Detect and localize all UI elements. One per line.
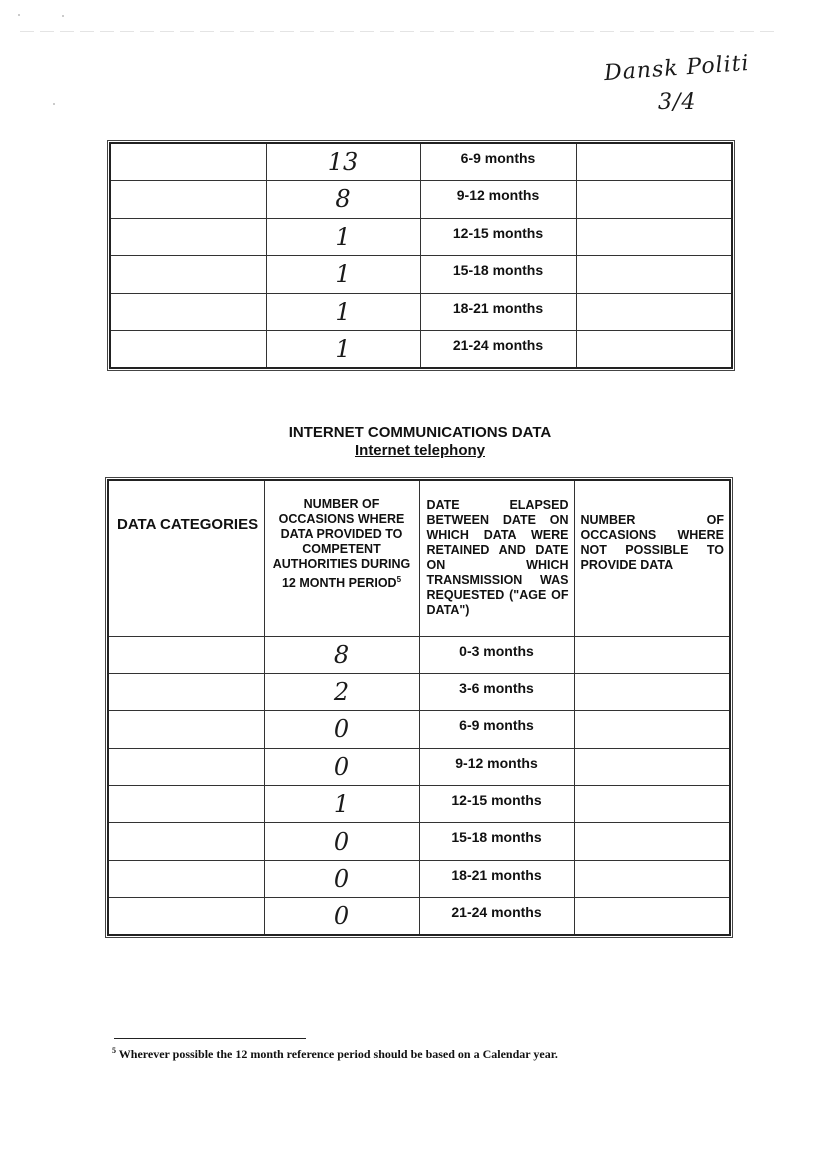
empty-cell [108,860,264,897]
empty-cell [110,293,266,331]
handwritten-count: 8 [264,636,419,673]
empty-cell [574,898,730,935]
empty-cell [108,636,264,673]
table-row [108,673,730,710]
table-row [108,860,730,897]
empty-cell [108,673,264,710]
empty-cell [576,256,732,294]
table-row [110,181,732,219]
handwritten-count: 13 [266,143,420,181]
header-occasions-provided [264,480,419,636]
scan-artifact-line [20,31,780,32]
empty-cell [108,898,264,935]
table-row [108,823,730,860]
table-row [108,748,730,785]
empty-cell [108,786,264,823]
empty-cell [574,786,730,823]
empty-cell [110,143,266,181]
header-not-possible: NUMBER OF OCCASIONS WHERE NOT POSSIBLE TO PROVIDE DATA [574,480,730,636]
handwritten-count: 1 [266,331,420,369]
table-row [108,786,730,823]
handwritten-count: 1 [266,256,420,294]
empty-cell [110,181,266,219]
footnote [112,1046,558,1062]
handwritten-count: 1 [266,293,420,331]
age-of-data: 21-24 months [420,331,576,369]
age-of-data: 12-15 months [420,218,576,256]
table-row [110,331,732,369]
age-of-data: 6-9 months [419,711,574,748]
empty-cell [576,331,732,369]
handwritten-count: 2 [264,673,419,710]
empty-cell [110,256,266,294]
handwritten-count: 1 [264,786,419,823]
empty-cell [108,823,264,860]
age-of-data: 9-12 months [420,181,576,219]
handwritten-count: 0 [264,748,419,785]
table-header-row [108,480,730,636]
empty-cell [574,673,730,710]
age-of-data: 18-21 months [420,293,576,331]
header-occasions-text: NUMBER OF OCCASIONS WHERE DATA PROVIDED TO COMPETENT AUTHORITIES DURING 12 MONTH PERIOD [272,497,411,591]
age-of-data: 6-9 months [420,143,576,181]
table-row [110,293,732,331]
table-row [110,218,732,256]
handwritten-count: 0 [264,860,419,897]
footnote-reference: 5 [396,575,402,584]
empty-cell [574,748,730,785]
footnote-divider [114,1038,306,1039]
empty-cell [108,748,264,785]
age-of-data: 9-12 months [419,748,574,785]
age-of-data: 12-15 months [419,786,574,823]
table-row [108,898,730,935]
footnote-text: Wherever possible the 12 month reference period should be based on a Calendar year. [118,1047,558,1061]
header-data-categories: DATA CATEGORIES [108,480,264,636]
handwritten-count: 0 [264,823,419,860]
age-of-data: 3-6 months [419,673,574,710]
empty-cell [574,823,730,860]
empty-cell [576,181,732,219]
handwritten-count: 0 [264,711,419,748]
empty-cell [110,218,266,256]
empty-cell [574,636,730,673]
footnote-mark: 5 [112,1046,116,1055]
empty-cell [108,711,264,748]
header-age-of-data: DATE ELAPSED BETWEEN DATE ON WHICH DATA WERE RETAINED AND DATE ON WHICH TRANSMISSION WAS REQUESTED ("AGE OF DATA") [419,480,574,636]
age-of-data: 0-3 months [419,636,574,673]
empty-cell [576,143,732,181]
section-subtitle: Internet telephony [354,442,485,459]
empty-cell [110,331,266,369]
data-age-table-top [109,142,733,369]
scan-speck [62,15,64,17]
handwritten-count: 1 [266,218,420,256]
empty-cell [576,293,732,331]
age-of-data: 15-18 months [419,823,574,860]
empty-cell [574,860,730,897]
table-row [110,143,732,181]
section-title: INTERNET COMMUNICATIONS DATA [288,424,552,441]
handwritten-count: 0 [264,898,419,935]
table-row [110,256,732,294]
table-row [108,711,730,748]
handwritten-note-line1: Dansk Politi [603,50,751,87]
scan-speck [18,14,20,16]
age-of-data: 18-21 months [419,860,574,897]
age-of-data: 15-18 months [420,256,576,294]
table-row [108,636,730,673]
age-of-data: 21-24 months [419,898,574,935]
handwritten-count: 8 [266,181,420,219]
empty-cell [576,218,732,256]
handwritten-note-line2: 3/4 [658,90,697,115]
internet-telephony-table [107,479,731,936]
empty-cell [574,711,730,748]
scan-speck [53,103,55,105]
